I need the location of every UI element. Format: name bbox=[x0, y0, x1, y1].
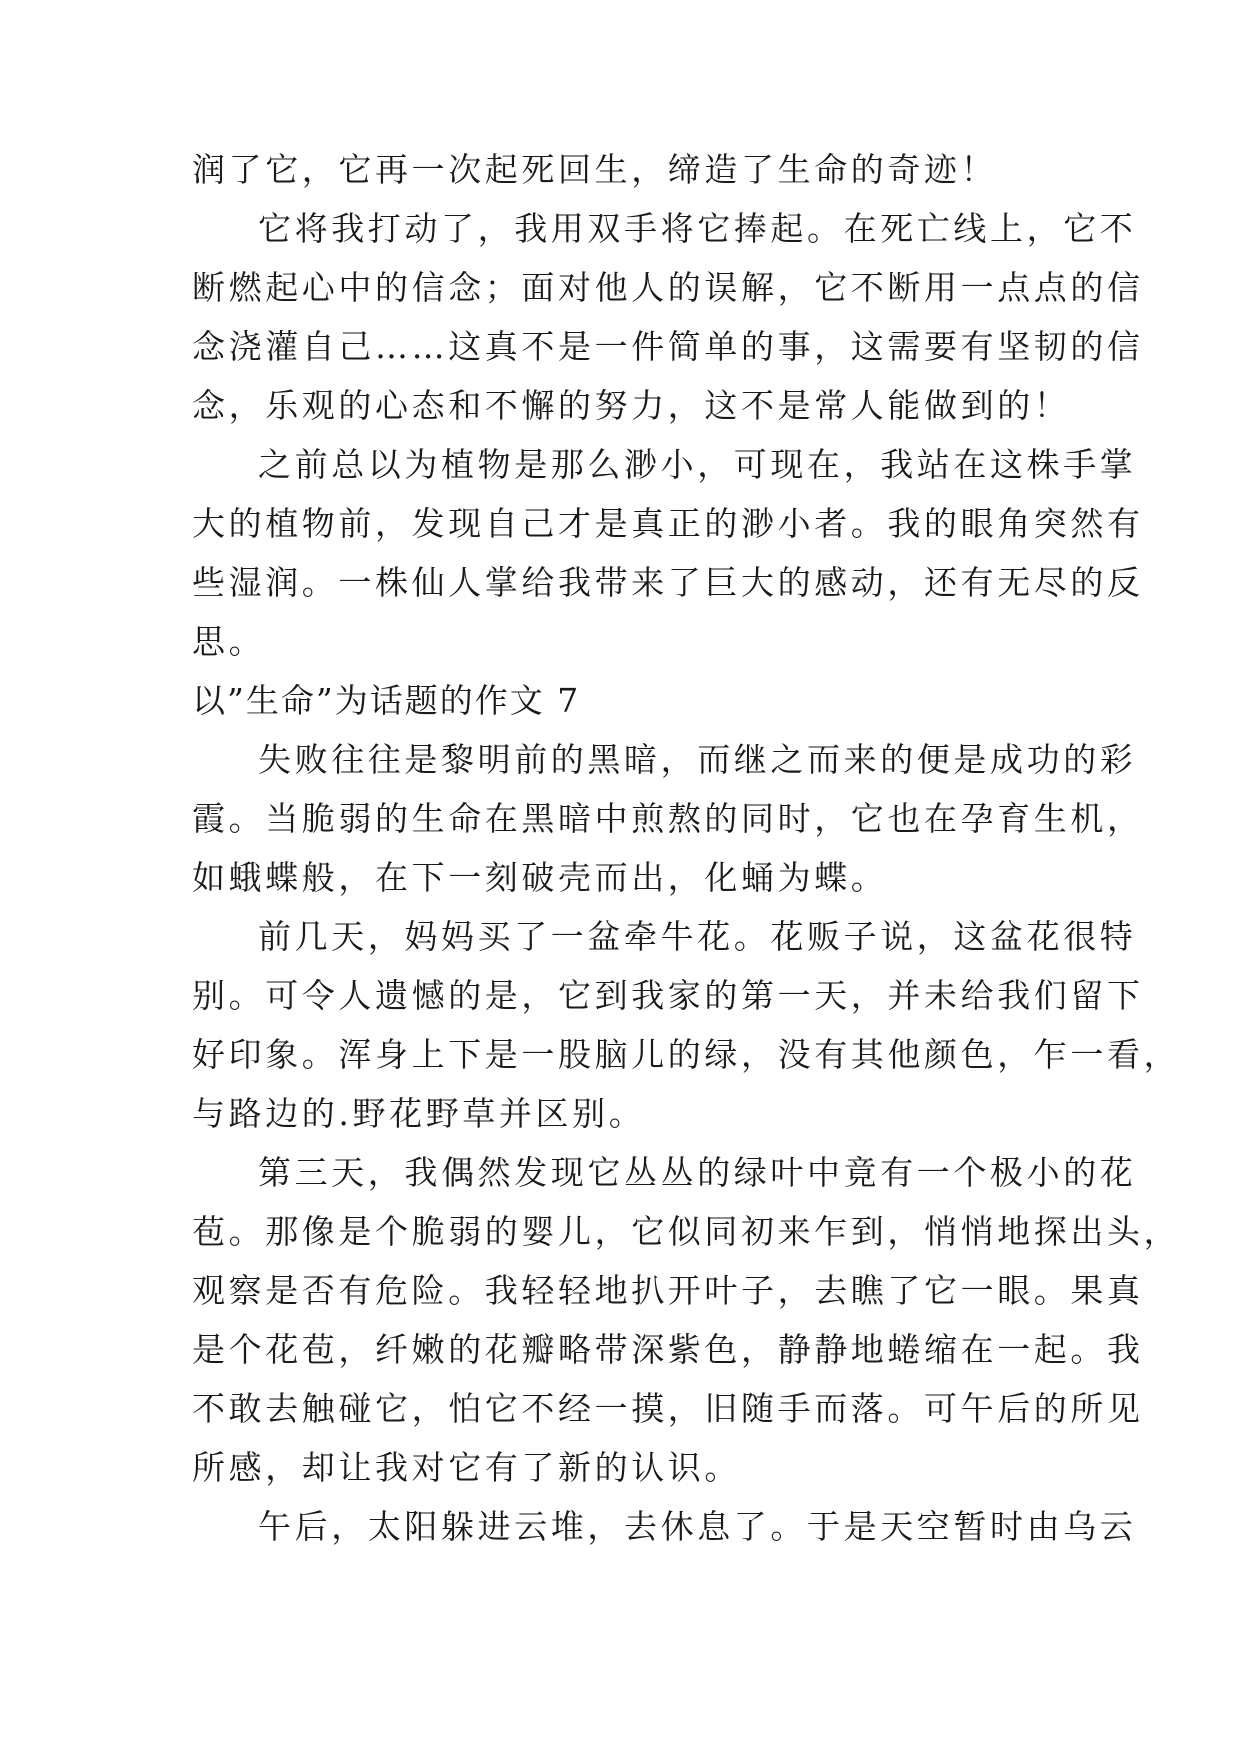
text-line: 如蛾蝶般，在下一刻破壳而出，化蛹为蝶。 bbox=[192, 858, 888, 897]
paragraph-start-line: 第三天，我偶然发现它丛丛的绿叶中竟有一个极小的花 bbox=[258, 1153, 1137, 1192]
text-line: 润了它，它再一次起死回生，缔造了生命的奇迹！ bbox=[192, 150, 998, 189]
section-heading: 以”生命”为话题的作文 7 bbox=[192, 681, 581, 720]
text-line: 不敢去触碰它，怕它不经一摸，旧随手而落。可午后的所见 bbox=[192, 1389, 1144, 1428]
paragraph-start-line: 它将我打动了，我用双手将它捧起。在死亡线上，它不 bbox=[258, 209, 1137, 248]
paragraph-start-line: 午后，太阳躲进云堆，去休息了。于是天空暂时由乌云 bbox=[258, 1507, 1137, 1546]
text-line: 是个花苞，纤嫩的花瓣略带深紫色，静静地蜷缩在一起。我 bbox=[192, 1330, 1144, 1369]
text-line: 苞。那像是个脆弱的婴儿，它似同初来乍到，悄悄地探出头， bbox=[192, 1212, 1181, 1251]
text-line: 断燃起心中的信念；面对他人的误解，它不断用一点点的信 bbox=[192, 268, 1144, 307]
paragraph-start-line: 之前总以为植物是那么渺小，可现在，我站在这株手掌 bbox=[258, 445, 1137, 484]
paragraph-start-line: 前几天，妈妈买了一盆牵牛花。花贩子说，这盆花很特 bbox=[258, 917, 1137, 956]
text-line: 观察是否有危险。我轻轻地扒开叶子，去瞧了它一眼。果真 bbox=[192, 1271, 1144, 1310]
paragraph-start-line: 失败往往是黎明前的黑暗，而继之而来的便是成功的彩 bbox=[258, 740, 1137, 779]
text-line: 大的植物前，发现自己才是真正的渺小者。我的眼角突然有 bbox=[192, 504, 1144, 543]
text-line: 所感，却让我对它有了新的认识。 bbox=[192, 1448, 741, 1487]
text-line: 念浇灌自己……这真不是一件简单的事，这需要有坚韧的信 bbox=[192, 327, 1144, 366]
text-line: 与路边的.野花野草并区别。 bbox=[192, 1094, 646, 1133]
text-line: 别。可令人遗憾的是，它到我家的第一天，并未给我们留下 bbox=[192, 976, 1144, 1015]
text-line: 霞。当脆弱的生命在黑暗中煎熬的同时，它也在孕育生机， bbox=[192, 799, 1144, 838]
text-line: 思。 bbox=[192, 622, 266, 661]
text-line: 好印象。浑身上下是一股脑儿的绿，没有其他颜色，乍一看， bbox=[192, 1035, 1181, 1074]
text-line: 念，乐观的心态和不懈的努力，这不是常人能做到的！ bbox=[192, 386, 1071, 425]
text-line: 些湿润。一株仙人掌给我带来了巨大的感动，还有无尽的反 bbox=[192, 563, 1144, 602]
